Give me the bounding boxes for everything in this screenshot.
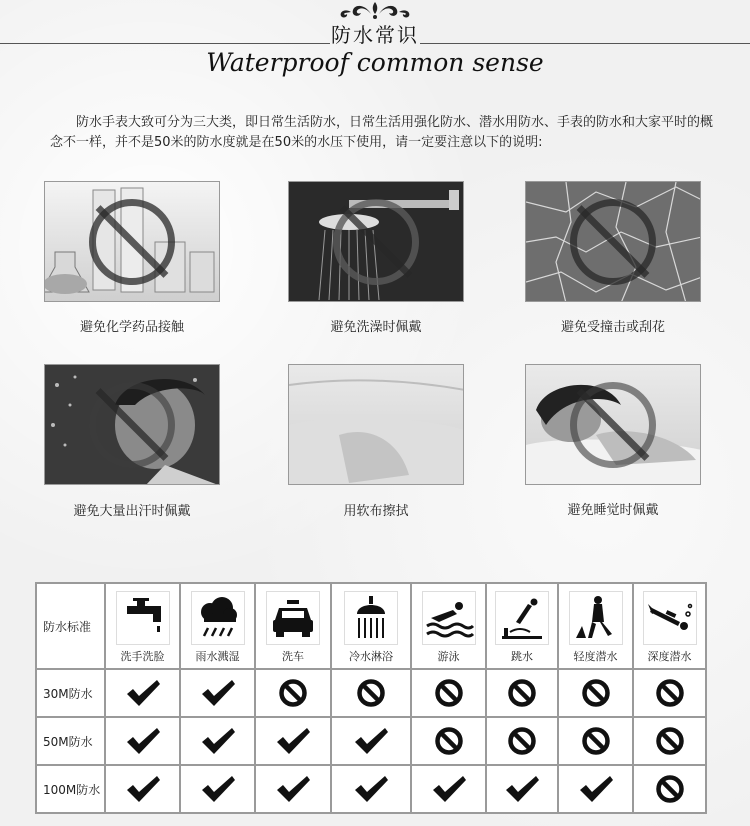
card-soft-cloth	[288, 364, 508, 524]
column-header	[331, 583, 411, 669]
prohibited-icon	[652, 678, 688, 708]
diver-jump-icon	[495, 591, 549, 645]
column-header	[255, 583, 331, 669]
prohibition-icon	[333, 199, 419, 285]
column-header	[411, 583, 486, 669]
prohibited-icon	[431, 726, 467, 756]
table-cell	[411, 717, 486, 765]
column-header	[180, 583, 255, 669]
table-row	[36, 765, 706, 813]
column-label: 深度潜水	[647, 649, 692, 663]
soft-towel-icon	[289, 365, 464, 485]
check-icon	[125, 774, 161, 804]
column-label: 游泳	[437, 649, 460, 663]
faucet-icon	[116, 591, 170, 645]
check-icon	[504, 774, 540, 804]
prohibited-icon	[504, 726, 540, 756]
table-cell	[633, 717, 706, 765]
check-icon	[431, 774, 467, 804]
row-label: 50M防水	[36, 717, 105, 765]
table-cell	[180, 669, 255, 717]
table-cell	[105, 669, 180, 717]
card-sweating	[44, 364, 264, 524]
prohibited-icon	[275, 678, 311, 708]
column-header	[558, 583, 633, 669]
prohibited-icon	[578, 678, 614, 708]
table-row	[36, 669, 706, 717]
table-cell	[255, 717, 331, 765]
table-cell	[331, 669, 411, 717]
swimmer-icon	[422, 591, 476, 645]
table-header-row	[36, 583, 706, 669]
table-row	[36, 717, 706, 765]
sweating-photo	[44, 364, 220, 485]
table-cell	[180, 765, 255, 813]
check-icon	[200, 678, 236, 708]
table-cell	[180, 717, 255, 765]
table-cell	[558, 717, 633, 765]
light-diving-icon	[569, 591, 623, 645]
column-header	[105, 583, 180, 669]
header	[0, 0, 750, 50]
table-cell	[633, 669, 706, 717]
table-cell	[105, 765, 180, 813]
card-caption: 避免化学药品接触	[79, 320, 184, 335]
shower-photo	[288, 181, 464, 302]
prohibited-icon	[431, 678, 467, 708]
check-icon	[353, 726, 389, 756]
prohibited-icon	[652, 774, 688, 804]
card-caption: 用软布擦拭	[343, 504, 409, 519]
page-title-en: Waterproof common sense	[206, 48, 544, 77]
prohibition-icon	[89, 382, 175, 468]
column-label: 冷水淋浴	[349, 649, 393, 663]
table-cell	[558, 669, 633, 717]
check-icon	[275, 726, 311, 756]
table-cell	[255, 669, 331, 717]
card-impact	[525, 181, 745, 341]
sleeping-photo	[525, 364, 701, 485]
table-cell	[633, 765, 706, 813]
prohibition-icon	[570, 382, 656, 468]
prohibited-icon	[578, 726, 614, 756]
table-cell	[411, 765, 486, 813]
check-icon	[125, 726, 161, 756]
check-icon	[125, 678, 161, 708]
table-cell	[331, 717, 411, 765]
shower-icon	[344, 591, 398, 645]
check-icon	[353, 774, 389, 804]
prohibited-icon	[353, 678, 389, 708]
table-cell	[331, 765, 411, 813]
table-cell	[255, 765, 331, 813]
check-icon	[275, 774, 311, 804]
card-chemicals	[44, 181, 264, 341]
prohibition-icon	[89, 199, 175, 285]
column-label: 雨水溅湿	[195, 649, 240, 663]
waterproof-table	[35, 582, 707, 814]
card-caption: 避免洗澡时佩戴	[330, 320, 422, 335]
rain-cloud-icon	[191, 591, 245, 645]
column-label: 跳水	[511, 649, 533, 663]
table-cell	[486, 717, 558, 765]
card-shower	[288, 181, 508, 341]
column-label: 洗车	[282, 649, 304, 663]
intro-text: 防水手表大致可分为三大类，即日常生活防水，日常生活用强化防水、潜水用防水、手表的防水和大家平时的概念不一样，并不是50米的防水度就是在50米的水压下使用，请一定要注意以下的说明:	[50, 115, 714, 150]
card-caption: 避免受撞击或刮花	[560, 320, 665, 335]
car-icon	[266, 591, 320, 645]
check-icon	[200, 726, 236, 756]
prohibited-icon	[504, 678, 540, 708]
deep-diving-icon	[643, 591, 697, 645]
card-caption: 避免大量出汗时佩戴	[73, 504, 191, 519]
chemistry-photo	[44, 181, 220, 302]
page-title-cn: 防水常识	[331, 23, 419, 47]
table-cell	[411, 669, 486, 717]
towel-photo	[288, 364, 464, 485]
card-caption: 避免睡觉时佩戴	[567, 503, 659, 518]
column-header	[633, 583, 706, 669]
column-label: 洗手洗脸	[120, 649, 165, 663]
table-corner-label: 防水标准	[36, 583, 105, 669]
table-cell	[486, 669, 558, 717]
row-label: 100M防水	[36, 765, 105, 813]
table-cell	[558, 765, 633, 813]
column-header	[486, 583, 558, 669]
table-cell	[105, 717, 180, 765]
cracked-glass-photo	[525, 181, 701, 302]
table-cell	[486, 765, 558, 813]
check-icon	[578, 774, 614, 804]
prohibited-icon	[652, 726, 688, 756]
column-label: 轻度潜水	[573, 649, 618, 663]
check-icon	[200, 774, 236, 804]
row-label: 30M防水	[36, 669, 105, 717]
prohibition-icon	[570, 199, 656, 285]
card-sleeping	[525, 364, 745, 524]
